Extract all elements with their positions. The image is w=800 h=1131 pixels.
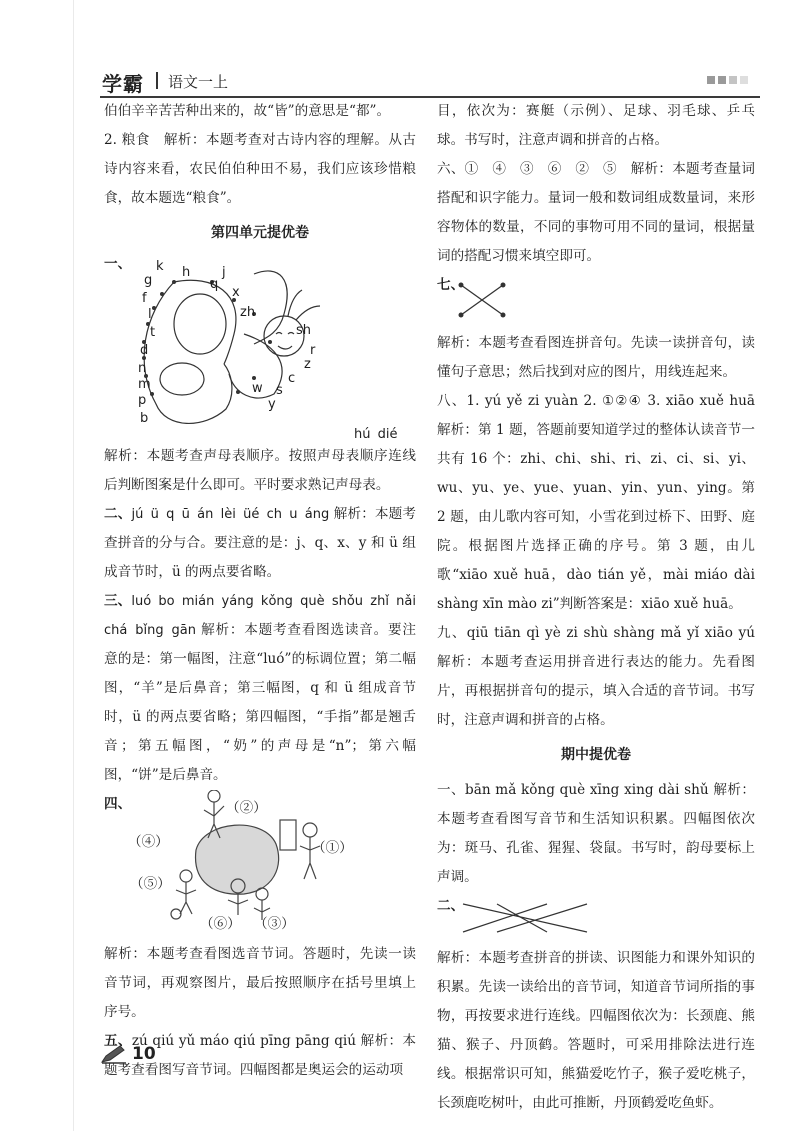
child-5-head: [256, 888, 268, 900]
dot-letter-d: d: [140, 343, 149, 358]
mark-4: （④）: [128, 834, 169, 850]
header-square-3: [729, 76, 737, 84]
q6-answer: 六、① ④ ③ ⑥ ② ⑤ 解析：本题考查量词搭配和识字能力。量词一般和数词组成数量词，来形容物体的数量，不同的事物可用不同的量词，根据量词的搭配习惯来填空即可。: [437, 161, 755, 264]
child-3-head: [180, 870, 192, 882]
wing-spot-2: [160, 363, 204, 395]
butterfly-figure: [104, 254, 416, 442]
right-column: [437, 97, 769, 1118]
dot-letter-m: m: [138, 377, 151, 392]
q7-analysis: 解析：本题考查看图连拼音句。先读一读拼音句，读懂句子意思；然后找到对应的图片，用线连起来。: [437, 335, 755, 380]
header-square-2: [718, 76, 726, 84]
mark-3: （③）: [254, 916, 295, 932]
section-title-midterm: 期中提优卷: [561, 747, 631, 763]
q5-label: 五、: [104, 1033, 132, 1049]
page-header: [100, 62, 760, 96]
header-square-4: [740, 76, 748, 84]
q5-continuation: 目，依次为：赛艇（示例）、足球、羽毛球、乒乓球。书写时，注意声调和拼音的占格。: [437, 103, 755, 148]
butterfly-caption: hú dié: [354, 427, 398, 442]
dot-letter-g: g: [144, 273, 153, 288]
child-1-head: [208, 790, 220, 802]
dot-letter-z: z: [304, 357, 311, 372]
dot-letter-j: j: [222, 265, 226, 280]
dot-letter-p: p: [138, 393, 147, 408]
page-number: 10: [132, 1044, 156, 1064]
butterfly-right-wing: [254, 271, 287, 344]
q2b-analysis: 解析：本题考查拼音的分与合。要注意的是：j、q、x、y 和 ü 组成音节时，ü 的两点要省略。: [104, 506, 416, 580]
q9-answer: 九、qiū tiān qì yè zi shù shàng mǎ yǐ xiāo yú 解析：本题考查运用拼音进行表达的能力。先看图片，再根据拼音句的提示，填入合适的音节词。书写时，注意声调和拼音的占格。: [437, 625, 769, 728]
dot-letter-zh: zh: [240, 305, 256, 320]
page-margin-rule: [73, 0, 74, 1131]
q2b-label: 二、: [104, 506, 132, 522]
m1-answer: 一、bān mǎ kǒng què xīng xing dài shǔ 解析：本题考查看图写音节和生活知识积累。四幅图依次为：斑马、孔雀、猩猩、袋鼠。书写时，韵母要标上声调。: [437, 782, 755, 885]
pencil-icon: [100, 1044, 128, 1064]
tree-crown: [196, 825, 279, 894]
dot-letter-sh: sh: [296, 323, 312, 338]
q4-label: 四、: [104, 796, 132, 812]
m2-label: 二、: [437, 898, 465, 914]
q7-cross-lines: [437, 271, 755, 329]
child-3-body: [176, 882, 196, 914]
mark-5: （⑤）: [130, 876, 171, 892]
dot-letter-b: b: [140, 411, 149, 426]
q3-analysis: 解析：本题考查看图选读音。要注意的是：第一幅图，注意“luó”的标调位置；第二幅图，“羊”是后鼻音；第三幅图，q 和 ü 组成音节时，ü 的两点要省略；第四幅图，“手指”都是翘舌音；第五幅图，“奶”的声母是“n”；第六幅图，“饼”是后鼻音。: [104, 622, 416, 783]
dot-letter-f: f: [142, 291, 147, 306]
dot-letter-y: y: [268, 397, 276, 412]
intro-text: 伯伯辛辛苦苦种出来的，故“皆”的意思是“都”。: [104, 103, 391, 119]
q1-label: 一、: [104, 256, 132, 272]
mark-1: （①）: [312, 840, 353, 856]
ball: [171, 909, 181, 919]
dot-letter-r: r: [310, 343, 316, 358]
dot-letter-n: n: [138, 361, 147, 376]
easel: [280, 820, 296, 850]
butterfly-upper-wing: [174, 280, 236, 364]
q5-text: zú qiú yǔ máo qiú pīng pāng qiú 解析：本题考查看图写音节词。四幅图都是奥运会的运动项: [104, 1033, 417, 1078]
dot-letter-x: x: [232, 285, 240, 300]
q7-label: 七、: [437, 277, 465, 293]
dot-letter-h: h: [182, 265, 191, 280]
dot-letter-w: w: [252, 381, 263, 396]
brand-logo: 学霸: [102, 72, 144, 96]
dot-letter-q: q: [210, 277, 219, 292]
kids-figure: [104, 790, 416, 940]
section-title-unit4: 第四单元提优卷: [211, 225, 309, 241]
butterfly-face: [276, 333, 294, 350]
q1-analysis: 解析：本题考查声母表顺序。按照声母表顺序连线后判断图案是什么即可。平时要求熟记声母表。: [104, 448, 416, 493]
q4-analysis: 解析：本题考查看图选音节词。答题时，先读一读音节词，再观察图片，最后按照顺序在括号里填上序号。: [104, 946, 416, 1020]
header-square-1: [707, 76, 715, 84]
dot-letter-c: c: [288, 371, 296, 386]
q3-pinyin: luó bo mián yáng kǒng què shǒu zhǐ nǎi chá bǐng gān: [104, 594, 416, 638]
answer-2-grain: 2. 粮食 解析：本题考查对古诗内容的理解。从古诗内容来看，农民伯伯种田不易，我们应该珍惜粮食，故本题选“粮食”。: [104, 132, 416, 206]
left-column: [104, 97, 416, 1085]
m2-figure: [437, 892, 755, 944]
logo-divider: [156, 72, 158, 89]
dot-letter-s: s: [276, 383, 283, 398]
q8-answer: 八、1. yú yě zi yuàn 2. ①②④ 3. xiāo xuě huā 解析：第 1 题，答题前要知道学过的整体认读音节一共有 16 个：zhi、chi、shi、ri、zi、ci、si、yi、wu、yu、ye、yue、yuan、yin、yun、ying。第 2 题，由儿歌内容可知，小雪花到过桥下、田野、庭院。根据图片选择正确的序号。第 3 题，由儿歌“xiāo xuě huā，dào tián yě，mài miáo dài shàng xīn mào zi”判断答案是：xiāo xuě huā。: [437, 393, 755, 612]
m2-analysis: 解析：本题考查拼音的拼读、识图能力和课外知识的积累。先读一读给出的音节词，知道音节词所指的事物，再按要求进行连线。四幅图依次为：长颈鹿、熊猫、猴子、丹顶鹤。答题时，可采用排除法进行连线。根据常识可知，熊猫爱吃竹子，猴子爱吃桃子，长颈鹿吃树叶，由此可推断，丹顶鹤爱吃鱼虾。: [437, 950, 755, 1111]
q3-label: 三、: [104, 593, 132, 609]
q7-figure: [437, 271, 755, 329]
q2b-pinyin: jú ü q ū án lèi üé ch u áng: [131, 507, 330, 522]
m2-cross-lines: [437, 892, 755, 944]
mark-6: （⑥）: [200, 916, 241, 932]
dot-letter-l: l: [148, 307, 152, 322]
mark-2: （②）: [226, 800, 267, 816]
subject-title: 语文一上: [168, 73, 229, 91]
wing-spot-1: [174, 294, 226, 354]
dot-letter-k: k: [156, 259, 164, 274]
dot-letter-t: t: [150, 325, 156, 340]
